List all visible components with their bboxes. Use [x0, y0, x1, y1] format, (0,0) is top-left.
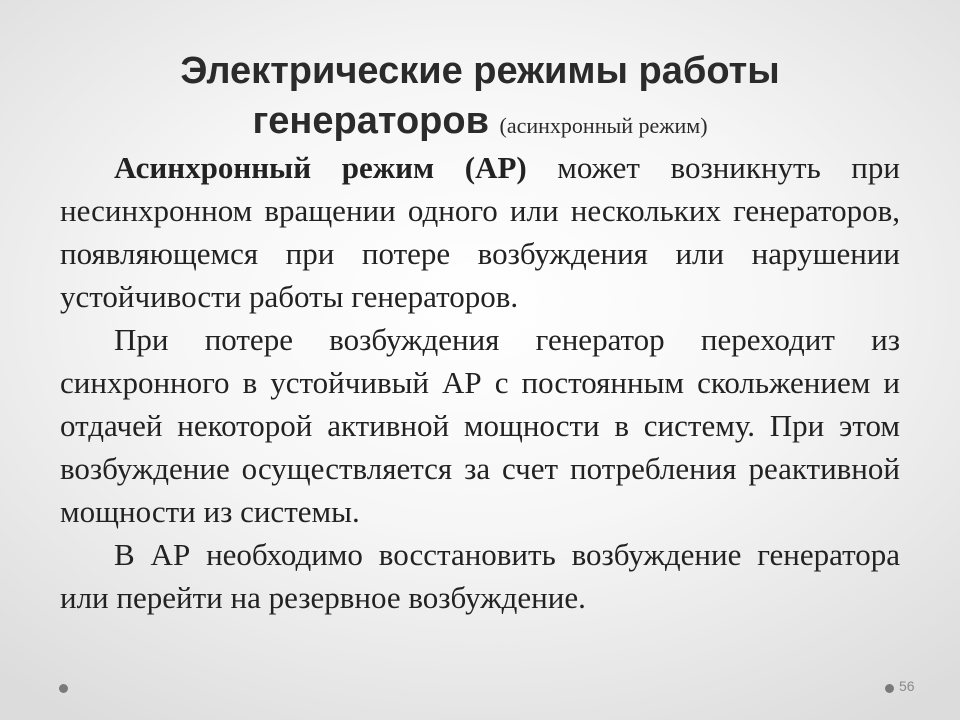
footer-dot-left — [59, 684, 68, 693]
title-line-2: генераторов — [252, 100, 489, 142]
footer-dot-right — [885, 684, 894, 693]
paragraph-1-bold-term: Асинхронный режим (АР) — [114, 150, 527, 185]
title-line-1: Электрические режимы работы — [180, 50, 780, 92]
title-subtitle: (асинхронный режим) — [499, 113, 708, 138]
paragraph-2: При потере возбуждения генератор переходит из синхронного в устойчивый АР с постоянным скольжением и отдачей некоторой активной мощности в систему. При этом возбуждение осуществляется за счет потребления реактивной мощности из системы. — [60, 322, 900, 529]
paragraph-3: В АР необходимо восстановить возбуждение генератора или перейти на резервное возбуждение. — [60, 537, 900, 615]
slide-body — [60, 146, 900, 619]
slide-title — [60, 46, 900, 151]
paragraph-1 — [60, 146, 900, 318]
slide-number: 56 — [899, 678, 915, 694]
paragraph-1-text: может возникнуть при несинхронном вращении одного или нескольких генераторов, появляющемся при потере возбуждения или нарушении устойчивости работы генераторов. — [60, 150, 900, 314]
